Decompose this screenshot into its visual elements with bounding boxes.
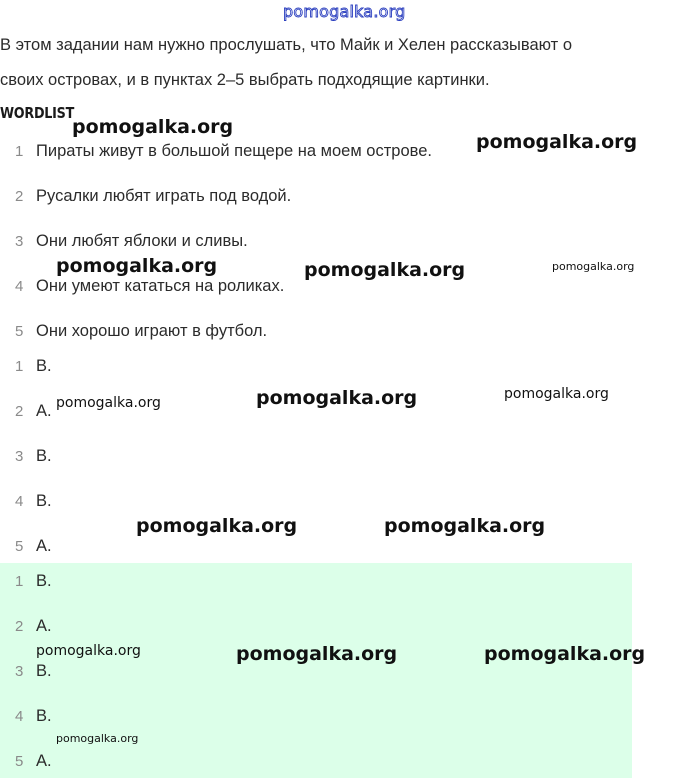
wordlist-item [0,226,632,256]
answer-number: 3 [15,662,24,680]
wordlist-item [0,316,632,346]
answer-number: 5 [15,752,24,770]
answer-number: 1 [15,357,24,375]
answer-row-highlighted [0,611,632,641]
answer-text: A. [36,616,52,635]
answer-text: B. [36,491,52,510]
item-number: 1 [15,142,24,160]
watermark: pomogalka.org [552,260,635,273]
intro-line-2: своих островах, и в пунктах 2–5 выбрать подходящие картинки. [0,71,490,89]
answer-row-highlighted [0,566,632,596]
watermark: pomogalka.org [504,386,609,402]
watermark: pomogalka.org [56,395,161,411]
item-number: 4 [15,277,24,295]
answer-number: 4 [15,492,24,510]
answer-text: B. [36,706,52,725]
wordlist-item [0,181,632,211]
answer-number: 3 [15,447,24,465]
watermark: pomogalka.org [256,387,418,409]
item-text: Они любят яблоки и сливы. [36,231,248,250]
watermark: pomogalka.org [56,732,139,745]
watermark: pomogalka.org [304,259,466,281]
answer-row [0,486,632,516]
item-text: Русалки любят играть под водой. [36,186,292,205]
answer-number: 5 [15,537,24,555]
watermark: pomogalka.org [136,515,298,537]
watermark: pomogalka.org [72,116,234,138]
answer-text: A. [36,751,52,770]
task-intro [0,28,660,98]
answer-text: A. [36,401,52,420]
answer-number: 2 [15,617,24,635]
answer-text: B. [36,571,52,590]
answer-row-highlighted [0,746,632,776]
watermark: pomogalka.org [384,515,546,537]
answer-row-highlighted [0,701,632,731]
watermark: pomogalka.org [476,131,638,153]
intro-line-1: В этом задании нам нужно прослушать, что Майк и Хелен рассказывают о [0,36,572,54]
answer-row [0,441,632,471]
answer-row [0,351,632,381]
watermark: pomogalka.org [56,255,218,277]
item-text: Пираты живут в большой пещере на моем острове. [36,141,432,160]
item-number: 3 [15,232,24,250]
watermark: pomogalka.org [484,643,646,665]
watermark: pomogalka.org [236,643,398,665]
answer-number: 4 [15,707,24,725]
item-text: Они хорошо играют в футбол. [36,321,268,340]
answer-text: B. [36,356,52,375]
answer-text: A. [36,536,52,555]
wordlist-title: WORDLIST [0,104,75,122]
answer-text: B. [36,446,52,465]
answer-number: 2 [15,402,24,420]
answer-text: B. [36,661,52,680]
watermark: pomogalka.org [36,643,141,659]
answer-number: 1 [15,572,24,590]
item-number: 5 [15,322,24,340]
site-watermark-top: pomogalka.org [283,2,406,21]
item-number: 2 [15,187,24,205]
item-text: Они умеют кататься на роликах. [36,276,285,295]
